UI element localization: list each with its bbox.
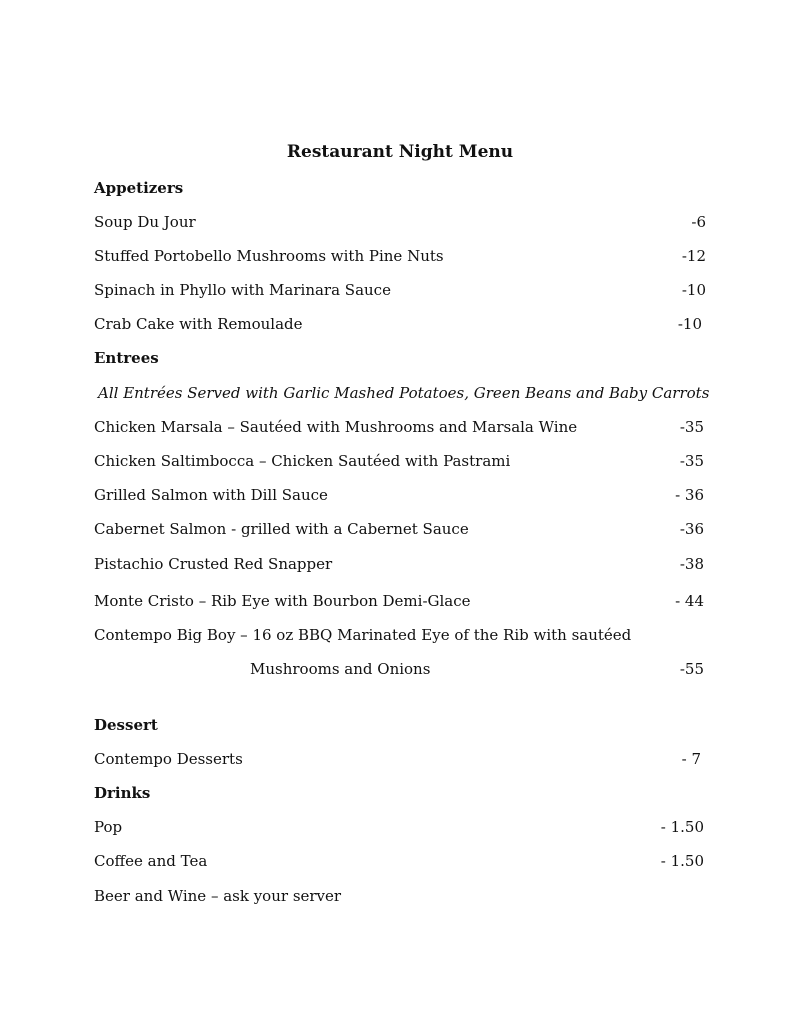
menu-item-name: Chicken Saltimbocca – Chicken Sautéed with Pastrami [94, 452, 511, 470]
menu-item-price: - 44 [675, 592, 704, 610]
menu-item-name: Beer and Wine – ask your server [94, 887, 342, 905]
menu-item-price: -38 [679, 555, 704, 573]
menu-item-name: Stuffed Portobello Mushrooms with Pine Nuts [94, 247, 444, 265]
menu-item-price: -12 [681, 247, 706, 265]
section-heading-drinks: Drinks [94, 784, 151, 802]
section-heading-entrees: Entrees [94, 349, 159, 367]
menu-item-name: Contempo Big Boy – 16 oz BBQ Marinated Eye of the Rib with sautéed [94, 626, 632, 644]
menu-item-name: Grilled Salmon with Dill Sauce [94, 486, 328, 504]
entrees-note: All Entrées Served with Garlic Mashed Potatoes, Green Beans and Baby Carrots [98, 384, 710, 402]
menu-item-price: -35 [679, 418, 704, 436]
section-heading-appetizers: Appetizers [94, 179, 184, 197]
menu-item-price: -10 [681, 281, 706, 299]
menu-item-name: Coffee and Tea [94, 852, 208, 870]
section-heading-dessert: Dessert [94, 716, 158, 734]
menu-item-price: - 1.50 [660, 852, 704, 870]
menu-item-name: Crab Cake with Remoulade [94, 315, 303, 333]
menu-item-price: -10 [677, 315, 702, 333]
menu-item-name: Contempo Desserts [94, 750, 243, 768]
menu-item-price: -35 [679, 452, 704, 470]
menu-item-name: Cabernet Salmon - grilled with a Cabernet Sauce [94, 520, 469, 538]
menu-item-price: - 7 [681, 750, 701, 768]
page-title: Restaurant Night Menu [286, 142, 514, 162]
menu-item-name: Chicken Marsala – Sautéed with Mushrooms and Marsala Wine [94, 418, 578, 436]
menu-item-price: -55 [679, 660, 704, 678]
menu-item-name: Pistachio Crusted Red Snapper [94, 555, 333, 573]
menu-item-name: Soup Du Jour [94, 213, 196, 231]
menu-item-price: -36 [679, 520, 704, 538]
menu-item-price: -6 [691, 213, 706, 231]
menu-item-name: Spinach in Phyllo with Marinara Sauce [94, 281, 391, 299]
menu-item-name: Monte Cristo – Rib Eye with Bourbon Demi-Glace [94, 592, 471, 610]
menu-item-price: - 36 [675, 486, 704, 504]
menu-item-price: - 1.50 [660, 818, 704, 836]
menu-item-name: Pop [94, 818, 123, 836]
menu-item-name-continuation: Mushrooms and Onions [250, 660, 431, 678]
